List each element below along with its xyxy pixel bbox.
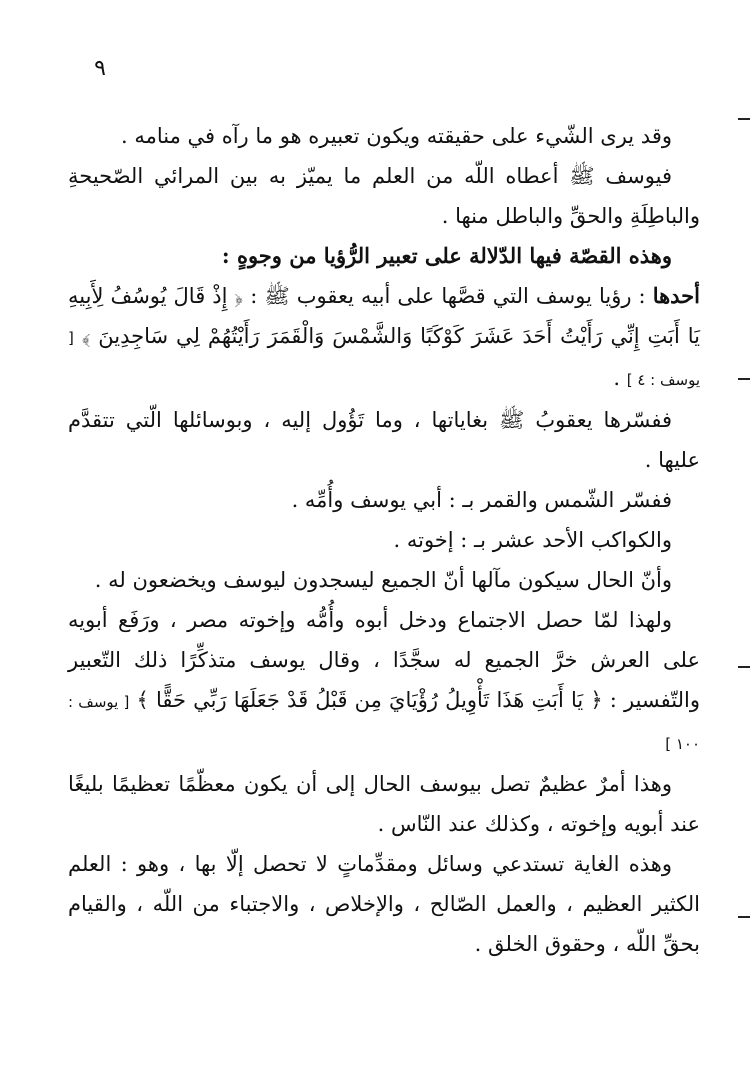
paragraph [68,116,700,156]
paragraph-tail: . [613,366,627,390]
section-heading [68,236,700,276]
paragraph [68,560,700,600]
paragraph-text: وهذه الغاية تستدعي وسائل ومقدِّماتٍ لا تحصل إلّا بها ، وهو : العلم الكثير العظيم ، والعمل الصّالح ، والإخلاص ، والاجتباء من اللّه ، والقيام بحقِّ اللّه ، وحقوق الخلق . [68,852,700,956]
paragraph [68,480,700,520]
paragraph [68,844,700,964]
paragraph-text: والكواكب الأحد عشر بـ : إخوته . [393,528,672,552]
paragraph [68,400,700,480]
paragraph-text: وأنّ الحال سيكون مآلها أنّ الجميع ليسجدون ليوسف ويخضعون له . [94,568,672,592]
paragraph [68,764,700,844]
verse-reference: [ يوسف : ١٠٠ ] [68,693,700,753]
edge-mark [738,118,750,120]
verse-reference: [ يوسف : ٤ ] [68,329,700,389]
paragraph-text: ففسّر الشّمس والقمر بـ : أبي يوسف وأُمِّه . [291,488,672,512]
paragraph-text: وهذا أمرٌ عظيمٌ تصل بيوسف الحال إلى أن يكون معظّمًا تعظيمًا بليغًا عند أبويه وإخوته ، وكذلك عند النّاس . [68,772,700,836]
paragraph-text: : رؤيا يوسف التي قصَّها على أبيه يعقوب ﷺ : ﴿ إِذْ قَالَ يُوسُفُ لِأَبِيهِ يَا أَبَتِ إِنِّي رَأَيْتُ أَحَدَ عَشَرَ كَوْكَبًا وَالشَّمْسَ وَالْقَمَرَ رَأَيْتُهُمْ لِي سَاجِدِينَ ﴾ [68,284,700,348]
paragraph-text: ففسّرها يعقوبُ ﷺ بغاياتها ، وما تَؤُول إليه ، وبوسائلها الّتي تتقدَّم عليها . [68,408,700,472]
edge-mark [738,666,750,668]
paragraph [68,276,700,400]
paragraph-text: فيوسف ﷺ أعطاه اللّه من العلم ما يميّز به بين المرائي الصّحيحةِ والباطِلَةِ والحقِّ والباطل منها . [68,164,700,228]
edge-mark [738,378,750,380]
paragraph-text: وقد يرى الشّيء على حقيقته ويكون تعبيره هو ما رآه في منامه . [120,124,672,148]
body-text [68,116,700,964]
paragraph [68,520,700,560]
page-number: ٩ [94,56,106,81]
heading-text: وهذه القصّة فيها الدّلالة على تعبير الرُّؤيا من وجوهٍ : [221,243,672,268]
paragraph [68,156,700,236]
paragraph-text: ولهذا لمّا حصل الاجتماع ودخل أبوه وأُمُّه وإخوته مصر ، ورَفَع أبويه على العرش خرَّ الجميع له سجَّدًا ، وقال يوسف متذكِّرًا ذلك التّعبير والتّفسير : ﴿ يَا أَبَتِ هَذَا تَأْوِيلُ رُؤْيَايَ مِن قَبْلُ قَدْ جَعَلَهَا رَبِّي حَقًّا ﴾ [68,608,700,712]
edge-mark [738,916,750,918]
paragraph [68,600,700,764]
paragraph-lead: أحدها [652,283,700,308]
